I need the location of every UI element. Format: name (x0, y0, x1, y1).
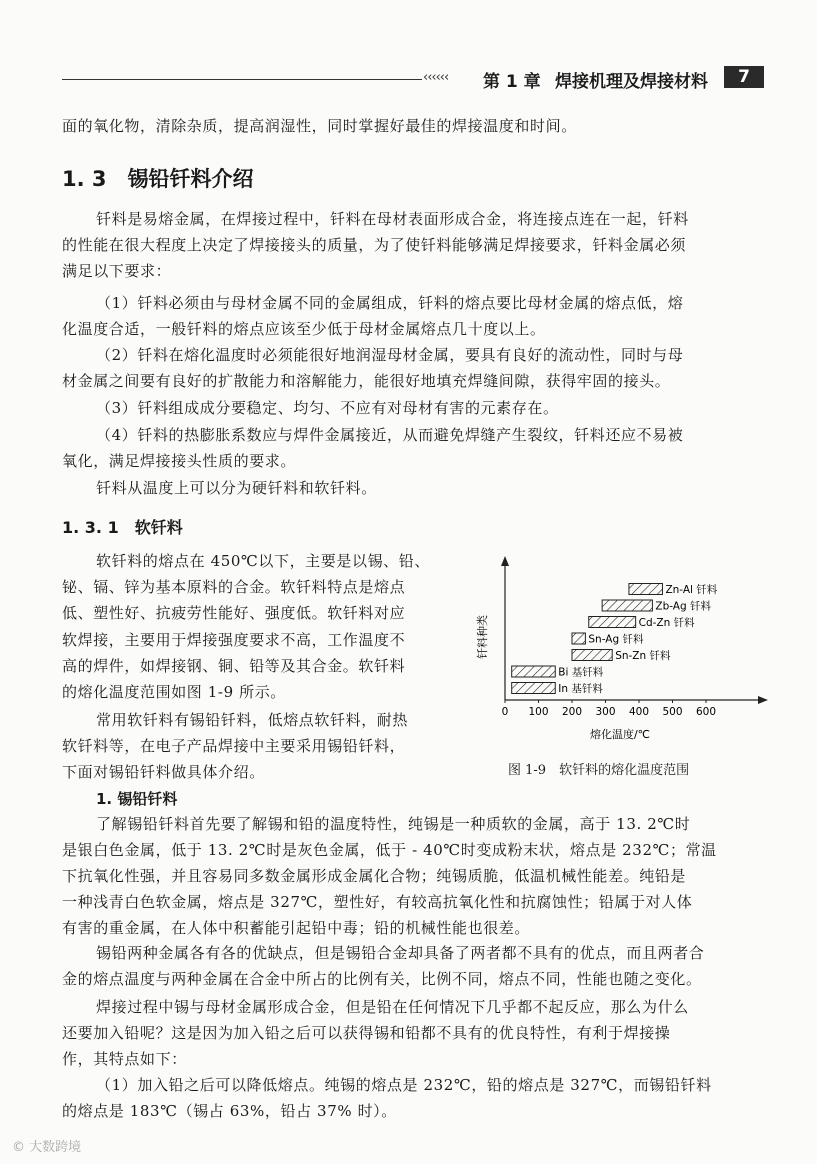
series-label: Cd-Zn 钎料 (638, 617, 695, 629)
paragraph-line: 下面对锡铅钎料做具体介绍。 (62, 763, 265, 781)
watermark: © 大数跨境 (12, 1140, 82, 1155)
x-tick-label: 300 (595, 706, 616, 718)
series-label: Sn-Ag 钎料 (588, 633, 644, 646)
requirement-2: （2）钎料在熔化温度时必须能很好地润湿母材金属，要具有良好的流动性，同时与母 (96, 346, 684, 364)
requirement-4: （4）钎料的热膨胀系数应与焊件金属接近，从而避免焊缝产生裂纹，钎料还应不易被 (96, 426, 684, 444)
paragraph-line: 软焊接，主要用于焊接强度要求不高，工作温度不 (62, 631, 406, 649)
paragraph-line: 金的熔点温度与两种金属在合金中所占的比例有关，比例不同，熔点不同，性能也随之变化。 (62, 970, 702, 988)
section-heading: 1. 3 锡铅钎料介绍 (62, 167, 254, 191)
figure-caption: 图 1-9 软钎料的熔化温度范围 (508, 763, 690, 778)
requirement-1-cont: 化温度合适，一般钎料的熔点应该至少低于母材金属熔点几十度以上。 (62, 320, 546, 338)
series-label: Bi 基钎料 (558, 666, 604, 679)
chapter-title: 焊接机理及焊接材料 (555, 72, 708, 92)
x-tick-label: 400 (628, 706, 650, 718)
x-axis-label: 熔化温度/℃ (589, 728, 651, 741)
paragraph-line: 低、塑性好、抗疲劳性能好、强度低。软钎料对应 (62, 604, 406, 622)
page-number: 7 (724, 66, 764, 88)
series-label: Zn-Al 钎料 (665, 584, 718, 596)
paragraph-line: 了解锡铅钎料首先要了解锡和铅的温度特性，纯锡是一种质软的金属，高于 13. 2℃时 (96, 815, 691, 833)
classify-line: 钎料从温度上可以分为硬钎料和软钎料。 (96, 479, 377, 497)
x-tick-label: 100 (528, 706, 549, 718)
paragraph-line: 焊接过程中锡与母材金属形成合金，但是铅在任何情况下几乎都不起反应，那么为什么 (96, 998, 689, 1016)
requirement-1: （1）钎料必须由与母材金属不同的金属组成，钎料的熔点要比母材金属的熔点低，熔 (96, 294, 684, 312)
paragraph-line: 的熔化温度范围如图 1-9 所示。 (62, 683, 286, 701)
paragraph-line: 软钎料的熔点在 450℃以下，主要是以锡、铅、 (96, 552, 430, 570)
range-bar (512, 666, 556, 677)
paragraph-line: 下抗氧化性强，并且容易同多数金属形成金属化合物；纯锡质脆，低温机械性能差。纯铅是 (62, 867, 687, 885)
paragraph-line: 满足以下要求： (62, 262, 172, 280)
requirement-4-cont: 氧化，满足焊接接头性质的要求。 (62, 452, 297, 470)
range-bar (572, 633, 585, 644)
range-bar (589, 617, 636, 628)
paragraph-line: 是银白色金属，低于 13. 2℃时是灰色金属，低于 - 40℃时变成粉末状，熔点是 232℃；常温 (62, 841, 717, 859)
range-bar (512, 683, 556, 694)
range-bar (602, 600, 652, 611)
paragraph-line: 的性能在很大程度上决定了焊接接头的质量，为了使钎料能够满足焊接要求，钎料金属必须 (62, 236, 687, 254)
feature-1-cont: 的熔点是 183℃（锡占 63%，铅占 37% 时）。 (62, 1102, 397, 1120)
series-label: In 基钎料 (558, 683, 603, 695)
chapter-label: 第 1 章 (483, 72, 541, 92)
x-axis-arrow (758, 696, 768, 704)
requirement-2-cont: 材金属之间要有良好的扩散能力和溶解能力，能很好地填充焊缝间隙，获得牢固的接头。 (62, 372, 671, 390)
paragraph-line: 有害的重金属，在人体中积蓄能引起铅中毒；铅的机械性能也很差。 (62, 919, 531, 937)
x-tick-label: 500 (662, 706, 683, 718)
melting-range-chart (470, 552, 770, 750)
intro-line: 面的氧化物，清除杂质，提高润湿性，同时掌握好最佳的焊接温度和时间。 (62, 117, 577, 135)
paragraph-line: 还要加入铅呢？这是因为加入铅之后可以获得锡和铅都不具有的优良特性，有利于焊接操 (62, 1024, 671, 1042)
paragraph-line: 铋、镉、锌为基本原料的合金。软钎料特点是熔点 (62, 578, 406, 596)
x-tick-label: 0 (501, 706, 509, 718)
series-label: Zb-Ag 钎料 (655, 600, 712, 613)
paragraph-line: 高的焊件，如焊接钢、铜、铅等及其合金。软钎料 (62, 657, 406, 675)
paragraph-line: 常用软钎料有锡铅钎料，低熔点软钎料，耐热 (96, 711, 409, 729)
header-rule (62, 79, 422, 80)
header-arrows: ‹‹‹‹‹‹ (423, 70, 449, 85)
feature-1: （1）加入铅之后可以降低熔点。纯锡的熔点是 232℃，铅的熔点是 327℃，而锡铅钎料 (96, 1076, 712, 1094)
paragraph-line: 一种浅青白色软金属，熔点是 327℃，塑性好，有较高抗氧化性和抗腐蚀性；铅属于对人体 (62, 893, 693, 911)
y-axis-arrow (501, 556, 509, 566)
range-bar (572, 650, 612, 661)
paragraph-line: 钎料是易熔金属，在焊接过程中，钎料在母材表面形成合金，将连接点连在一起，钎料 (96, 210, 689, 228)
range-bar (629, 584, 663, 595)
paragraph-line: 软钎料等，在电子产品焊接中主要采用锡铅钎料， (62, 737, 406, 755)
paragraph-line: 作，其特点如下： (62, 1050, 187, 1068)
subsection-heading: 1. 3. 1 软钎料 (62, 518, 183, 537)
requirement-3: （3）钎料组成成分要稳定、均匀、不应有对母材有害的元素存在。 (96, 399, 559, 417)
series-label: Sn-Zn 钎料 (615, 650, 671, 662)
y-axis-label: 钎料种类 (476, 615, 489, 659)
paragraph-line: 锡铅两种金属各有各的优缺点，但是锡铅合金却具备了两者都不具有的优点，而且两者合 (96, 944, 705, 962)
x-tick-label: 200 (561, 706, 583, 718)
x-tick-label: 600 (695, 706, 717, 718)
item-heading: 1. 锡铅钎料 (96, 790, 178, 808)
